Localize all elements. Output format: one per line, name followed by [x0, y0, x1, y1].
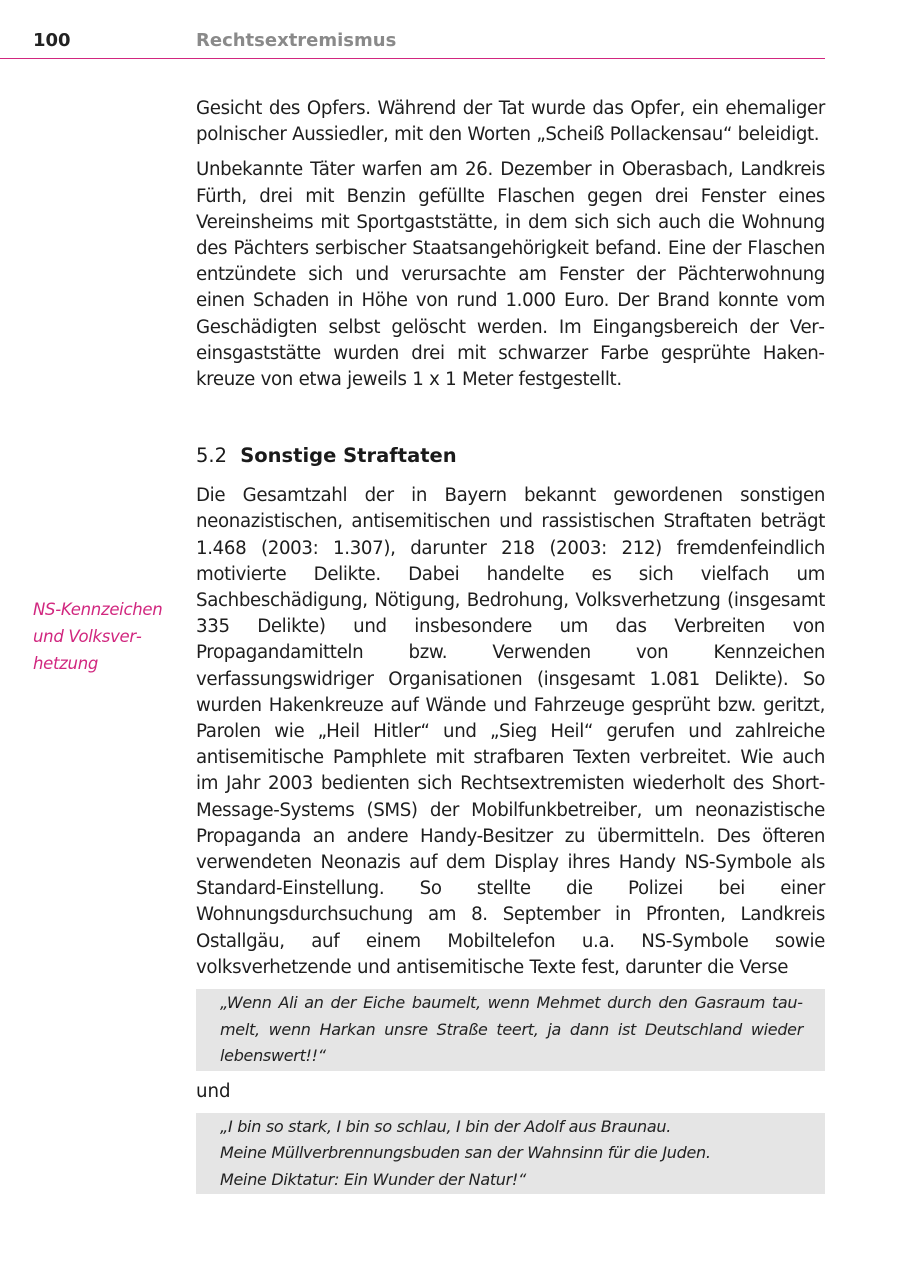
quote-block-2: [196, 1113, 825, 1195]
running-title: Rechtsextremismus: [196, 30, 397, 51]
margin-note: NS-Kennzeichen und Volksverhetzung: [33, 600, 163, 673]
page-header: [0, 0, 825, 59]
paragraph-intro-2: Unbekannte Täter warfen am 26. Dezember in Oberasbach, Landkreis Fürth, drei mit Benzin gefüllte Flaschen gegen drei Fenster eines Vereinsheims mit Sportgaststätte, in dem sich sich auch die Wohnung des Pächters serbischer Staatsangehörigkeit befand. Eine der Flaschen entzündete sich und verursachte am Fenster der Pächterwohnung einen Schaden in Höhe von rund 1.000 Euro. Der Brand konnte vom Geschädigten selbst gelöscht werden. Im Eingangsbereich der Vereinsgaststätte wurden drei mit schwarzer Farbe gesprühte Hakenkreuze von etwa jeweils 1 x 1 Meter festgestellt.: [196, 159, 825, 391]
section-title: Sonstige Straftaten: [240, 444, 457, 468]
paragraph-intro-1: Gesicht des Opfers. Während der Tat wurde das Opfer, ein ehemaliger polnischer Aussiedler, mit den Worten „Scheiß Pollackensau“ beleidigt.: [196, 98, 825, 146]
section-number: 5.2: [196, 444, 228, 468]
quote-block-1: [196, 989, 825, 1071]
main-content: [196, 96, 825, 1194]
quote-line: „I bin so stark, I bin so schlau, I bin der Adolf aus Braunau.: [220, 1116, 672, 1136]
connector-text: und: [196, 1080, 231, 1102]
section-heading: [196, 443, 825, 469]
paragraph-section: Die Gesamtzahl der in Bayern bekannt gewordenen sonstigen neonazistischen, antisemitischen und rassistischen Straftaten beträgt 1.468 (2003: 1.307), darunter 218 (2003: 212) fremdenfeindlich motivierte Delikte. Dabei handelte es sich vielfach um Sachbeschädigung, Nötigung, Bedrohung, Volksverhetzung (insgesamt 335 Delikte) und insbesondere um das Verbreiten von Propagandamitteln bzw. Verwenden von Kennzeichen verfassungswidriger Organisationen (insgesamt 1.081 Delikte). So wurden Hakenkreuze auf Wände und Fahrzeuge gesprüht bzw. geritzt, Parolen wie „Heil Hitler“ und „Sieg Heil“ gerufen und zahlreiche antisemitische Pamphlete mit strafbaren Texten verbreitet. Wie auch im Jahr 2003 bedienten sich Rechtsextremisten wiederholt des Short-Message-Systems (SMS) der Mobilfunkbetreiber, um neonazistische Propaganda an andere Handy-Besitzer zu übermitteln. Des öfteren verwendeten Neonazis auf dem Display ihres Handy NS-Symbole als Standard-Einstellung. So stellte die Polizei bei einer Wohnungsdurchsuchung am 8. September in Pfronten, Landkreis Ostallgäu, auf einem Mobiltelefon u.a. NS-Symbole sowie volksverhetzende und antisemitische Texte fest, darunter die Verse: [196, 485, 825, 978]
quote-line: Meine Müllverbrennungsbuden san der Wahnsinn für die Juden.: [220, 1143, 711, 1163]
quote-line: Meine Diktatur: Ein Wunder der Natur!“: [220, 1169, 527, 1189]
quote-text: „Wenn Ali an der Eiche baumelt, wenn Mehmet durch den Gasraum taumelt, wenn Harkan unsre Straße teert, ja dann ist Deutschland wieder lebenswert!!“: [220, 993, 803, 1066]
page-number: 100: [33, 30, 71, 51]
